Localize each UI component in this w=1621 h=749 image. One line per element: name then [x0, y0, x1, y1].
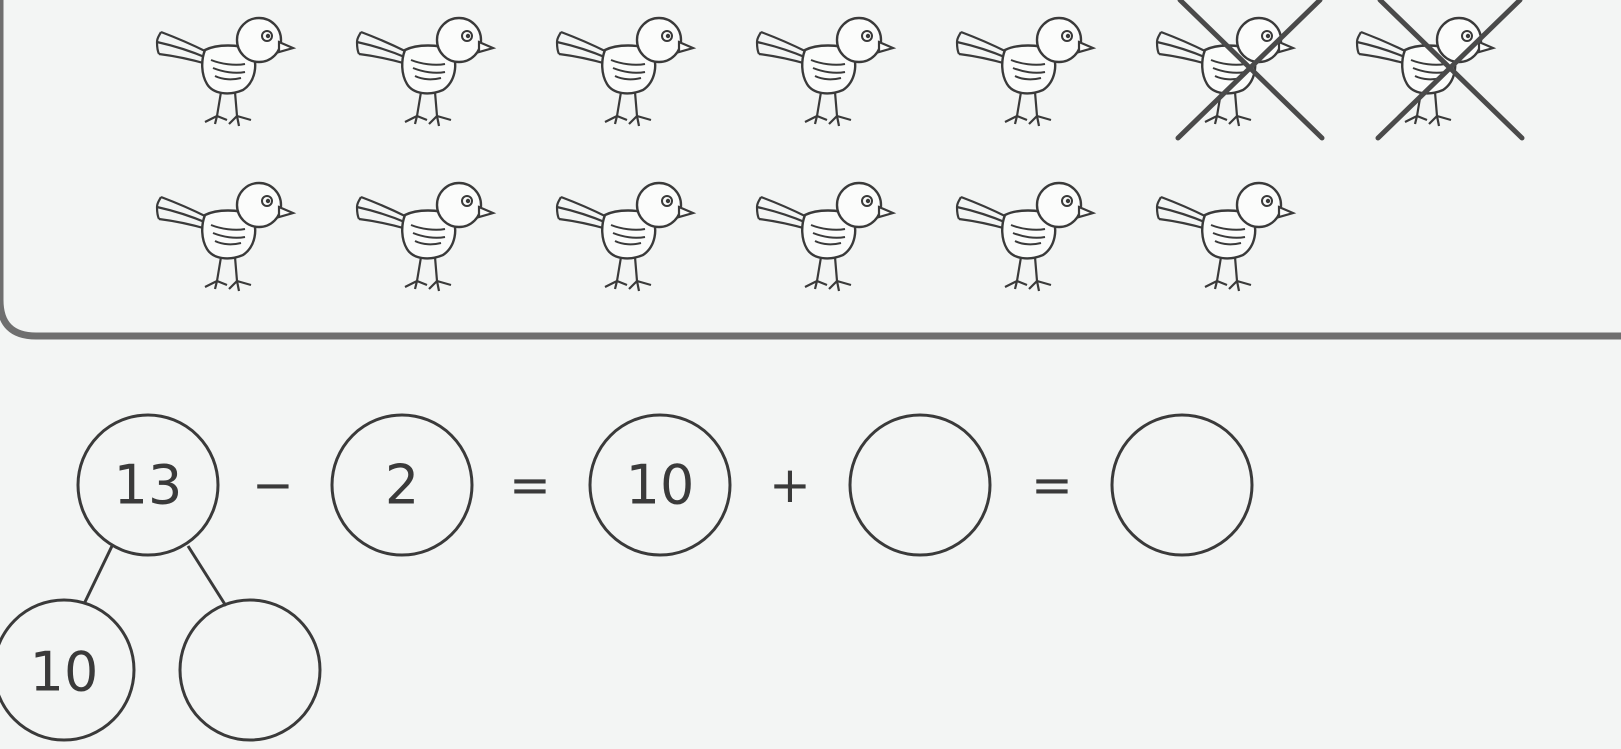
- bird-icon: [757, 183, 893, 291]
- split-left-value: 10: [29, 640, 99, 704]
- bird-icon: [1357, 18, 1493, 126]
- bird-icon: [157, 18, 293, 126]
- bond-line-left: [84, 546, 112, 604]
- bird-icon: [357, 183, 493, 291]
- bird-icon: [1157, 183, 1293, 291]
- split-right-answer-circle[interactable]: [180, 600, 320, 740]
- second-part-answer-circle[interactable]: [850, 415, 990, 555]
- subtrahend-value: 2: [384, 453, 420, 517]
- equation: [78, 415, 1252, 555]
- bird-icon: [957, 18, 1093, 126]
- bird-icon: [1157, 18, 1293, 126]
- first-part-value: 10: [625, 453, 695, 517]
- plus-sign: +: [769, 456, 811, 514]
- bird-icon: [757, 18, 893, 126]
- bird-icon: [357, 18, 493, 126]
- bird-icon: [157, 183, 293, 291]
- minuend-value: 13: [113, 453, 183, 517]
- equals-sign: =: [509, 456, 551, 514]
- equals-sign: =: [1031, 456, 1073, 514]
- bird-row-2: [157, 183, 1293, 291]
- result-answer-circle[interactable]: [1112, 415, 1252, 555]
- minus-sign: −: [252, 456, 294, 514]
- number-bond: [0, 546, 320, 740]
- bird-icon: [957, 183, 1093, 291]
- bird-icon: [557, 18, 693, 126]
- bond-line-right: [188, 546, 226, 606]
- bird-icon: [557, 183, 693, 291]
